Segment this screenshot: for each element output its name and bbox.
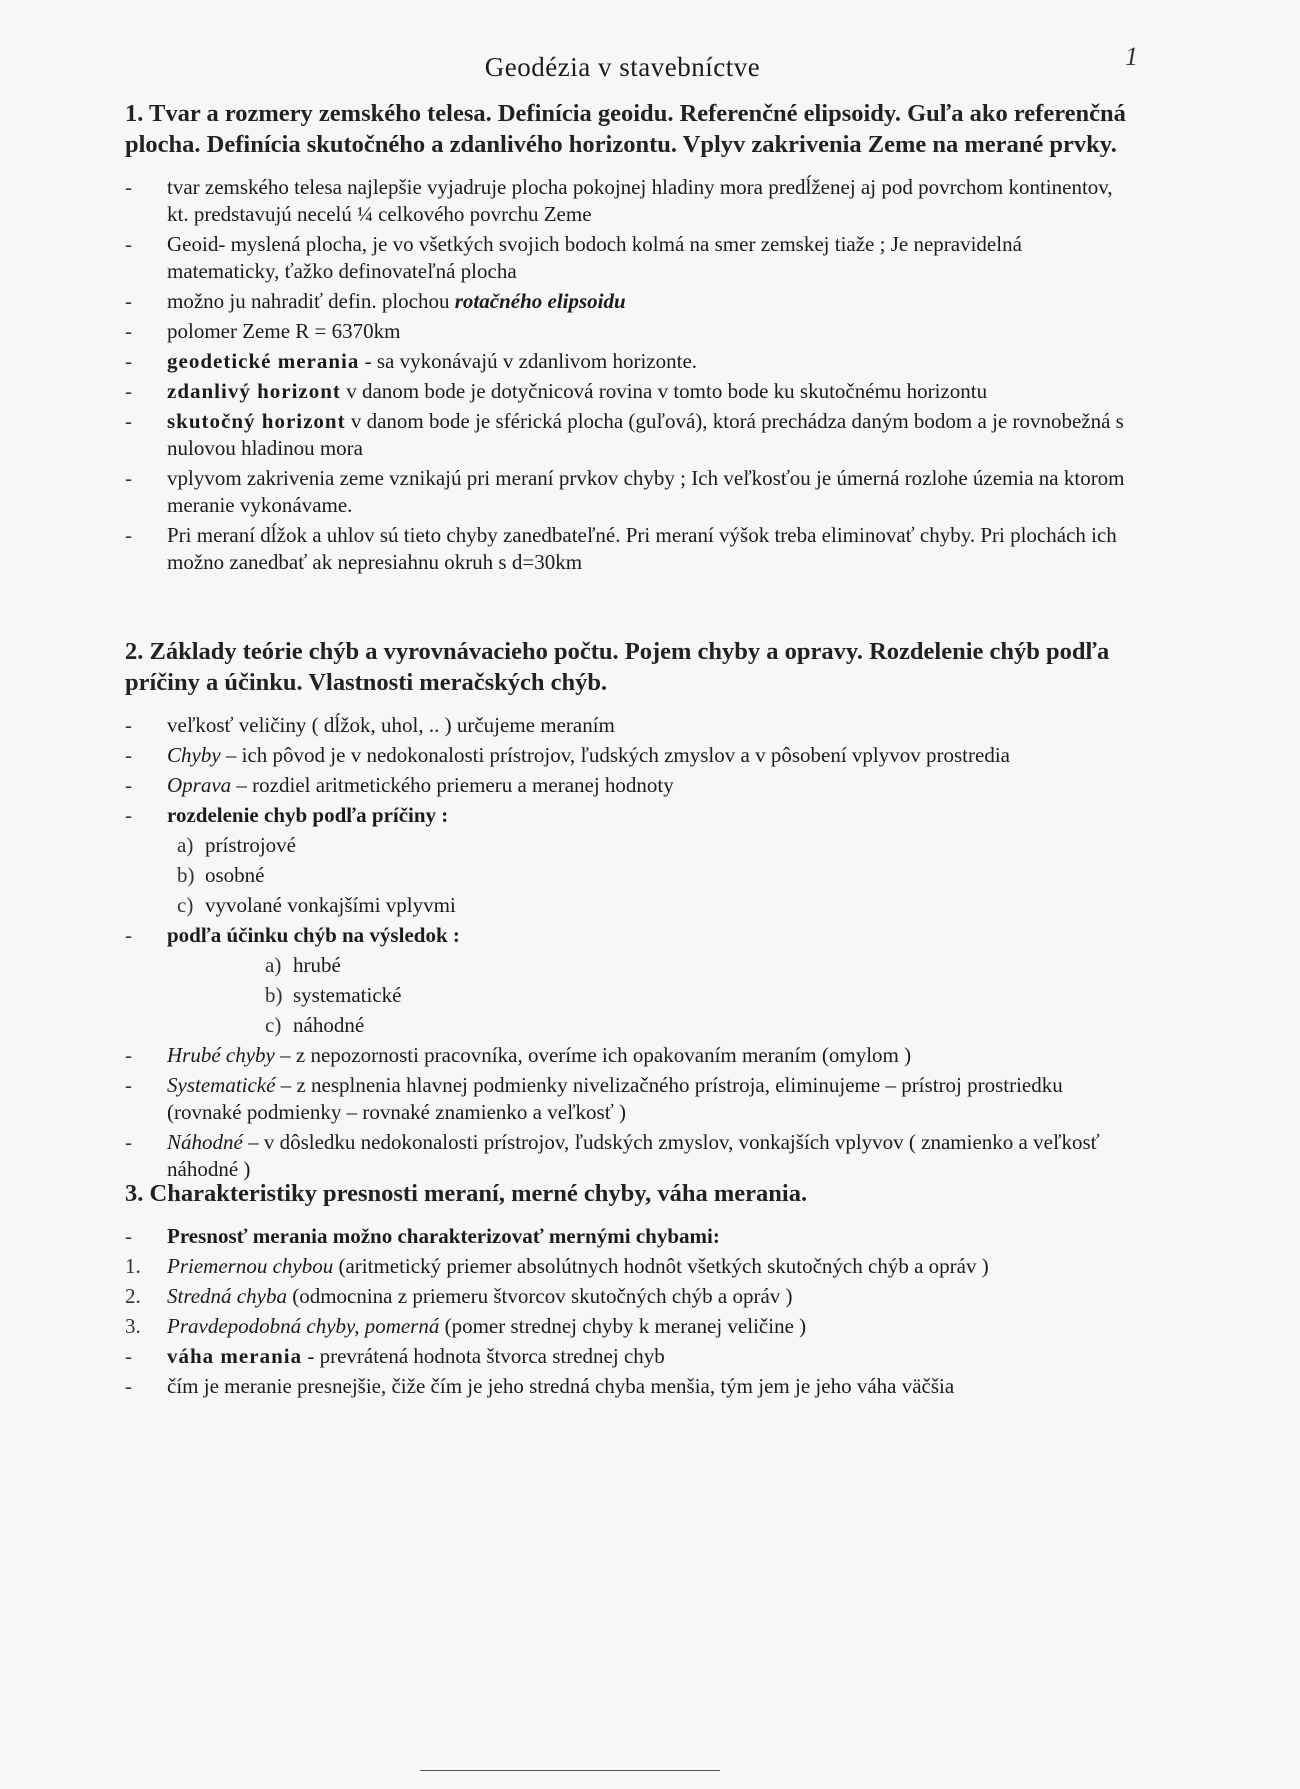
section-1 xyxy=(125,98,1135,579)
list-marker: - xyxy=(125,523,132,547)
list-item xyxy=(125,408,1135,462)
list-marker: - xyxy=(125,289,132,313)
list-item xyxy=(125,1012,1135,1039)
item-text: (odmocnina z priemeru štvorcov skutočných chýb a opráv ) xyxy=(286,1284,793,1308)
item-text: v danom bode je dotyčnicová rovina v tomto bode ku skutočnému horizontu xyxy=(340,379,988,403)
list-item xyxy=(125,802,1135,829)
item-text: prístrojové xyxy=(205,833,296,857)
list-marker: - xyxy=(125,175,132,199)
item-text: tvar zemského telesa najlepšie vyjadruje plocha pokojnej hladiny mora predĺženej aj pod povrchom kontinentov, kt. predstavujú necelú ¼ celkového povrchu Zeme xyxy=(167,175,1113,226)
item-text: čím je meranie presnejšie, čiže čím je jeho stredná chyba menšia, tým jem je jeho váha väčšia xyxy=(167,1374,955,1398)
list-item xyxy=(125,742,1135,769)
list-marker: - xyxy=(125,1344,132,1368)
list-item xyxy=(125,1373,1135,1400)
list-marker: - xyxy=(125,1043,132,1067)
list-marker: - xyxy=(125,409,132,433)
item-text: – ich pôvod je v nedokonalosti prístrojov, ľudských zmyslov a v pôsobení vplyvov prostredia xyxy=(220,743,1010,767)
list-marker: - xyxy=(125,1224,132,1248)
list-item xyxy=(125,378,1135,405)
item-text: – rozdiel aritmetického priemeru a meranej hodnoty xyxy=(231,773,674,797)
item-text: – v dôsledku nedokonalosti prístrojov, ľudských zmyslov, vonkajších vplyvov ( znamienko a veľkosť náhodné ) xyxy=(167,1130,1100,1181)
item-term: geodetické merania xyxy=(167,349,360,373)
item-emphasis: Stredná chyba xyxy=(167,1284,287,1308)
list-marker: c) xyxy=(177,893,194,917)
item-text: vplyvom zakrivenia zeme vznikajú pri meraní prvkov chyby ; Ich veľkosťou je úmerná rozlohe územia na ktorom meranie vykonávame. xyxy=(167,466,1125,517)
list-marker: a) xyxy=(177,833,194,857)
list-item xyxy=(125,1223,1135,1250)
document-title: Geodézia v stavebníctve xyxy=(484,52,761,82)
item-emphasis: Pravdepodobná chyby, pomerná xyxy=(167,1314,440,1338)
list-item xyxy=(125,1283,1135,1310)
section-2 xyxy=(125,636,1135,1186)
item-emphasis: rotačného elipsoidu xyxy=(454,289,626,313)
list-item xyxy=(125,832,1135,859)
section-heading: 2. Základy teórie chýb a vyrovnávacieho počtu. Pojem chyby a opravy. Rozdelenie chýb podľa príčiny a účinku. Vlastnosti meračských chýb. xyxy=(125,638,1110,696)
list-item xyxy=(125,1042,1135,1069)
item-term: zdanlivý horizont xyxy=(167,379,341,403)
item-text: - sa vykonávajú v zdanlivom horizonte. xyxy=(359,349,698,373)
list-marker: 2. xyxy=(125,1284,141,1308)
item-bold-text: podľa účinku chýb na výsledok : xyxy=(167,923,460,947)
item-text: v danom bode je sférická plocha (guľová), ktorá prechádza daným bodom a je rovnobežná s nulovou hladinou mora xyxy=(167,409,1124,460)
list-item xyxy=(125,922,1135,949)
item-text: veľkosť veličiny ( dĺžok, uhol, .. ) určujeme meraním xyxy=(167,713,615,737)
bottom-rule xyxy=(420,1770,720,1771)
list-marker: - xyxy=(125,379,132,403)
list-marker: c) xyxy=(265,1013,282,1037)
list-item xyxy=(125,1343,1135,1370)
list-marker: - xyxy=(125,713,132,737)
item-text: – z nesplnenia hlavnej podmienky nivelizačného prístroja, eliminujeme – prístroj prostriedku (rovnaké podmienky – rovnaké znamienko a veľkosť ) xyxy=(167,1073,1063,1124)
item-emphasis: Oprava xyxy=(167,773,232,797)
item-emphasis: Hrubé chyby xyxy=(167,1043,275,1067)
section-items xyxy=(125,1223,1135,1400)
item-text: Geoid- myslená plocha, je vo všetkých svojich bodoch kolmá na smer zemskej tiaže ; Je nepravidelná matematicky, ťažko definovateľná plocha xyxy=(167,232,1022,283)
list-marker: 1. xyxy=(125,1254,141,1278)
list-item xyxy=(125,862,1135,889)
list-marker: - xyxy=(125,1073,132,1097)
list-marker: - xyxy=(125,466,132,490)
list-item xyxy=(125,892,1135,919)
item-text: hrubé xyxy=(293,953,341,977)
item-emphasis: Priemernou chybou xyxy=(167,1254,334,1278)
list-marker: - xyxy=(125,1374,132,1398)
list-marker: - xyxy=(125,773,132,797)
list-marker: b) xyxy=(177,863,195,887)
item-text: (pomer strednej chyby k meranej veličine ) xyxy=(439,1314,807,1338)
item-text: Pri meraní dĺžok a uhlov sú tieto chyby zanedbateľné. Pri meraní výšok treba eliminovať chyby. Pri plochách ich možno zanedbať ak nepresiahnu okruh s d=30km xyxy=(167,523,1117,574)
list-item xyxy=(125,1072,1135,1126)
item-term: skutočný horizont xyxy=(167,409,346,433)
list-item xyxy=(125,712,1135,739)
list-marker: a) xyxy=(265,953,282,977)
list-item xyxy=(125,174,1135,228)
list-item xyxy=(125,772,1135,799)
list-item xyxy=(125,348,1135,375)
item-text: vyvolané vonkajšími vplyvmi xyxy=(205,893,456,917)
list-marker: - xyxy=(125,743,132,767)
item-bold-text: Presnosť merania možno charakterizovať mernými chybami: xyxy=(167,1224,720,1248)
item-bold-text: rozdelenie chyb podľa príčiny : xyxy=(167,803,449,827)
list-item xyxy=(125,288,1135,315)
item-text: (aritmetický priemer absolútnych hodnôt všetkých skutočných chýb a opráv ) xyxy=(333,1254,989,1278)
item-text: - prevrátená hodnota štvorca strednej chyb xyxy=(302,1344,665,1368)
list-item xyxy=(125,522,1135,576)
item-text: systematické xyxy=(293,983,402,1007)
item-emphasis: Systematické xyxy=(167,1073,276,1097)
list-marker: - xyxy=(125,1130,132,1154)
section-heading: 1. Tvar a rozmery zemského telesa. Definícia geoidu. Referenčné elipsoidy. Guľa ako referenčná plocha. Definícia skutočného a zdanlivého horizontu. Vplyv zakrivenia Zeme na merané prvky. xyxy=(125,100,1126,158)
list-item xyxy=(125,1253,1135,1280)
list-marker: - xyxy=(125,923,132,947)
section-items xyxy=(125,174,1135,576)
list-item xyxy=(125,952,1135,979)
section-items xyxy=(125,712,1135,1183)
list-item xyxy=(125,982,1135,1009)
list-marker: - xyxy=(125,349,132,373)
item-emphasis: Náhodné xyxy=(167,1130,243,1154)
section-3 xyxy=(125,1178,1135,1403)
page-number: 1 xyxy=(1125,42,1138,71)
item-text: – z nepozornosti pracovníka, overíme ich opakovaním meraním (omylom ) xyxy=(274,1043,912,1067)
list-marker: - xyxy=(125,319,132,343)
list-item xyxy=(125,231,1135,285)
item-term: váha merania xyxy=(167,1344,303,1368)
list-item xyxy=(125,1129,1135,1183)
list-marker: - xyxy=(125,232,132,256)
list-marker: 3. xyxy=(125,1314,141,1338)
list-item xyxy=(125,465,1135,519)
list-item xyxy=(125,318,1135,345)
item-text: osobné xyxy=(205,863,265,887)
list-marker: b) xyxy=(265,983,283,1007)
section-heading: 3. Charakteristiky presnosti meraní, merné chyby, váha merania. xyxy=(125,1180,808,1207)
item-emphasis: Chyby xyxy=(167,743,221,767)
list-item xyxy=(125,1313,1135,1340)
item-text: náhodné xyxy=(293,1013,365,1037)
list-marker: - xyxy=(125,803,132,827)
item-text: polomer Zeme R = 6370km xyxy=(167,319,401,343)
item-text: možno ju nahradiť defin. plochou xyxy=(167,289,455,313)
